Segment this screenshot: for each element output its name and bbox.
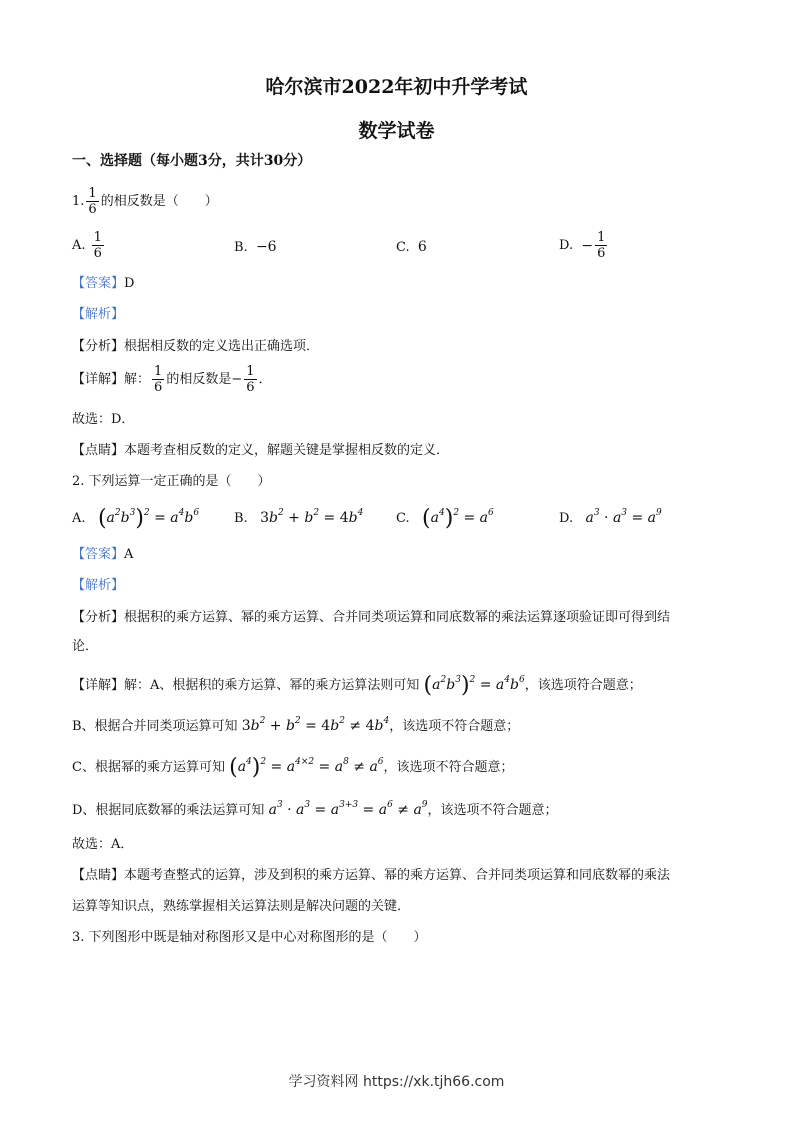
- q1-analysis-tag: 【解析】: [72, 307, 125, 322]
- question-2-stem: 2. 下列运算一定正确的是（ ）: [72, 474, 271, 489]
- option-label: A.: [72, 237, 86, 253]
- option-value: 6: [417, 239, 427, 255]
- q1-option-d: D. − $\frac{1}{6}$: [559, 230, 606, 261]
- q1-xiangjie: 【详解】 解： $\frac{1}{6}$ 的相反数是− $\frac{1}{6}$ ．: [72, 364, 272, 395]
- math-expression: $(a^2b^3)^2 = a^4b^6$: [97, 506, 200, 531]
- exam-title: 哈尔滨市2022年初中升学考试: [265, 76, 528, 98]
- answer-tag: 【答案】: [72, 547, 125, 562]
- option-label: B.: [234, 240, 248, 255]
- math-expression: $a^3 \cdot a^3 = a^{3+3} = a^6 \ne a^9$: [268, 800, 428, 818]
- q2-dianjing: 【点睛】本题考查整式的运算，涉及到积的乘方运算、幂的乘方运算、合并同类项运算和同底数幂的乘法: [72, 868, 671, 883]
- q2-option-b: [234, 509, 363, 528]
- question-text: 的相反数是（ ）: [100, 193, 218, 209]
- math-expression: $3b^2 + b^2 = 4b^4$: [260, 508, 364, 526]
- option-label: C.: [396, 240, 410, 255]
- answer-value: D: [124, 276, 135, 291]
- option-label: D.: [559, 237, 574, 253]
- q2-xiangjie-a: 【详解】解：A、根据积的乘方运算、幂的乘方运算法则可知 $(a^2b^3)^2 = a^4b^6$，该选项符合题意；: [72, 673, 642, 698]
- answer-tag: 【答案】: [72, 276, 125, 291]
- fraction: $\frac{1}{6}$: [88, 186, 97, 217]
- fraction: $\frac{1}{6}$: [597, 230, 606, 261]
- question-1-stem: [72, 186, 218, 217]
- option-label: B.: [234, 511, 248, 526]
- option-label: C.: [396, 511, 410, 526]
- q2-xiangjie-c: C、根据幂的乘方运算可知 $(a^4)^2 = a^{4\times 2} = a^8 \ne a^6$，该选项不符合题意；: [72, 755, 514, 780]
- question-number: 1.: [72, 193, 85, 209]
- math-expression: $3b^2 + b^2 = 4b^2 \ne 4b^4$: [241, 716, 390, 734]
- q2-dianjing-cont: 运算等知识点，熟练掌握相关运算法则是解决问题的关键．: [72, 899, 411, 914]
- footer-watermark: 学习资料网 https://xk.tjh66.com: [288, 1074, 505, 1090]
- fraction: $\frac{1}{6}$: [93, 230, 102, 261]
- answer-value: A: [124, 547, 134, 562]
- q2-analysis-tag: 【解析】: [72, 578, 125, 593]
- q1-fenxi: 【分析】根据相反数的定义选出正确选项．: [72, 339, 320, 354]
- q1-option-c: [396, 238, 427, 257]
- q2-conclusion: 故选：A．: [72, 837, 134, 852]
- q2-xiangjie-d: D、根据同底数幂的乘法运算可知 $a^3 \cdot a^3 = a^{3+3} = a^6 \ne a^9$，该选项不符合题意；: [72, 800, 558, 818]
- exam-subtitle: 数学试卷: [358, 120, 435, 142]
- math-expression: $(a^4)^2 = a^6$: [422, 506, 494, 531]
- question-3-stem: 3. 下列图形中既是轴对称图形又是中心对称图形的是（ ）: [72, 930, 427, 945]
- fraction: $\frac{1}{6}$: [154, 364, 163, 395]
- q2-option-a: [72, 506, 200, 531]
- q2-fenxi: 【分析】根据积的乘方运算、幂的乘方运算、合并同类项运算和同底数幂的乘法运算逐项验证即可得到结: [72, 610, 671, 625]
- q1-conclusion: 故选：D．: [72, 412, 135, 427]
- q1-option-b: [234, 238, 277, 257]
- q2-fenxi-cont: 论．: [72, 639, 99, 654]
- q2-answer: [72, 546, 133, 564]
- option-value: −6: [255, 239, 277, 255]
- option-label: D.: [559, 511, 574, 526]
- section-heading: 一、选择题（每小题3分，共计30分）: [72, 153, 312, 169]
- q2-xiangjie-b: B、根据合并同类项运算可知 $3b^2 + b^2 = 4b^2 \ne 4b^4$，该选项不符合题意；: [72, 716, 520, 734]
- math-expression: $(a^4)^2 = a^{4\times 2} = a^8 \ne a^6$: [229, 755, 384, 780]
- q1-dianjing: 【点睛】本题考查相反数的定义，解题关键是掌握相反数的定义．: [72, 443, 450, 458]
- math-expression: $(a^2b^3)^2 = a^4b^6$: [423, 673, 525, 698]
- math-expression: $a^3 \cdot a^3 = a^9$: [585, 508, 662, 526]
- q1-answer: [72, 275, 134, 293]
- option-label: A.: [72, 511, 86, 526]
- q1-option-a: [72, 230, 106, 261]
- q2-option-d: [559, 509, 662, 528]
- fraction: $\frac{1}{6}$: [246, 364, 255, 395]
- q2-option-c: [396, 506, 494, 531]
